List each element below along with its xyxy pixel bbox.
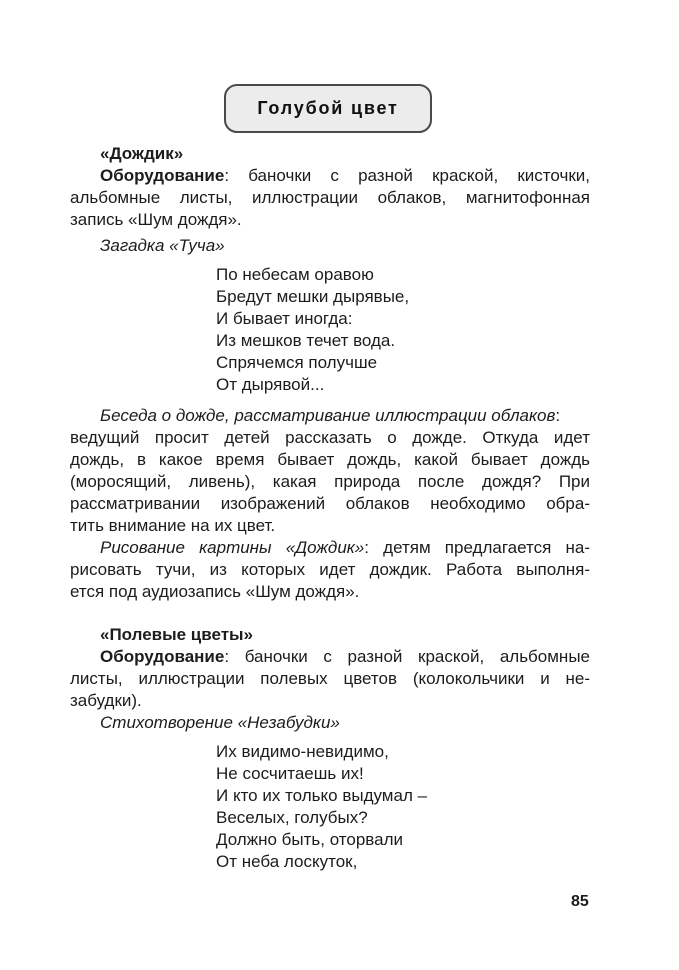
poem-line: И бывает иногда: (216, 309, 353, 328)
page-number: 85 (571, 893, 589, 910)
poem-line: Из мешков течет вода. (216, 331, 396, 350)
talk-line-2: ведущий просит детей рассказать о дожде. Откуда идет (70, 428, 590, 447)
equipment-label: Оборудование (100, 647, 225, 666)
talk-line-4: (моросящий, ливень), какая природа после дождя? При (70, 472, 590, 491)
poem-line: По небесам оравою (216, 265, 374, 284)
drawing-line-2: рисовать тучи, из которых идет дождик. Работа выполня- (70, 560, 590, 579)
poem-line: Должно быть, оторвали (216, 830, 403, 849)
section-title-polevye-tsvety: «Полевые цветы» (100, 625, 254, 644)
poem-line: От неба лоскуток, (216, 852, 358, 871)
riddle-label: Загадка «Туча» (100, 236, 225, 255)
poem-line: И кто их только выдумал – (216, 786, 428, 805)
poem-line: От дырявой... (216, 375, 325, 394)
equipment-line-3: запись «Шум дождя». (70, 210, 242, 229)
talk-label: Беседа о дожде, рассматривание иллюстрации облаков (100, 406, 556, 425)
chapter-title-box (224, 84, 432, 133)
drawing-label: Рисование картины «Дождик» (100, 538, 365, 557)
equipment-line-1: Оборудование: баночки с разной краской, альбомные (100, 647, 590, 666)
poem-line: Их видимо-невидимо, (216, 742, 389, 761)
talk-line-5: рассматривании изображений облаков необходимо обра- (70, 494, 590, 513)
drawing-line-3: ется под аудиозапись «Шум дождя». (70, 582, 360, 601)
equipment-label: Оборудование (100, 166, 225, 185)
talk-line-3: дождь, в какое время бывает дождь, какой бывает дождь (70, 450, 590, 469)
equipment-line-3: забудки). (70, 691, 142, 710)
chapter-title: Голубой цвет (257, 98, 399, 118)
poem-line: Бредут мешки дырявые, (216, 287, 410, 306)
poem-label: Стихотворение «Незабудки» (100, 713, 340, 732)
poem-line: Не сосчитаешь их! (216, 764, 364, 783)
equipment-line-1: Оборудование: баночки с разной краской, кисточки, (100, 166, 590, 185)
poem-line: Спрячемся получше (216, 353, 378, 372)
equipment-line-2: листы, иллюстрации полевых цветов (колокольчики и не- (70, 669, 590, 688)
section-title-dozhdik: «Дождик» (100, 144, 184, 163)
equipment-line-2: альбомные листы, иллюстрации облаков, магнитофонная (70, 188, 590, 207)
talk-line-1: Беседа о дожде, рассматривание иллюстрации облаков: (100, 406, 561, 425)
talk-line-6: тить внимание на их цвет. (70, 516, 276, 535)
drawing-line-1: Рисование картины «Дождик»: детям предлагается на- (100, 538, 590, 557)
poem-line: Веселых, голубых? (216, 808, 368, 827)
